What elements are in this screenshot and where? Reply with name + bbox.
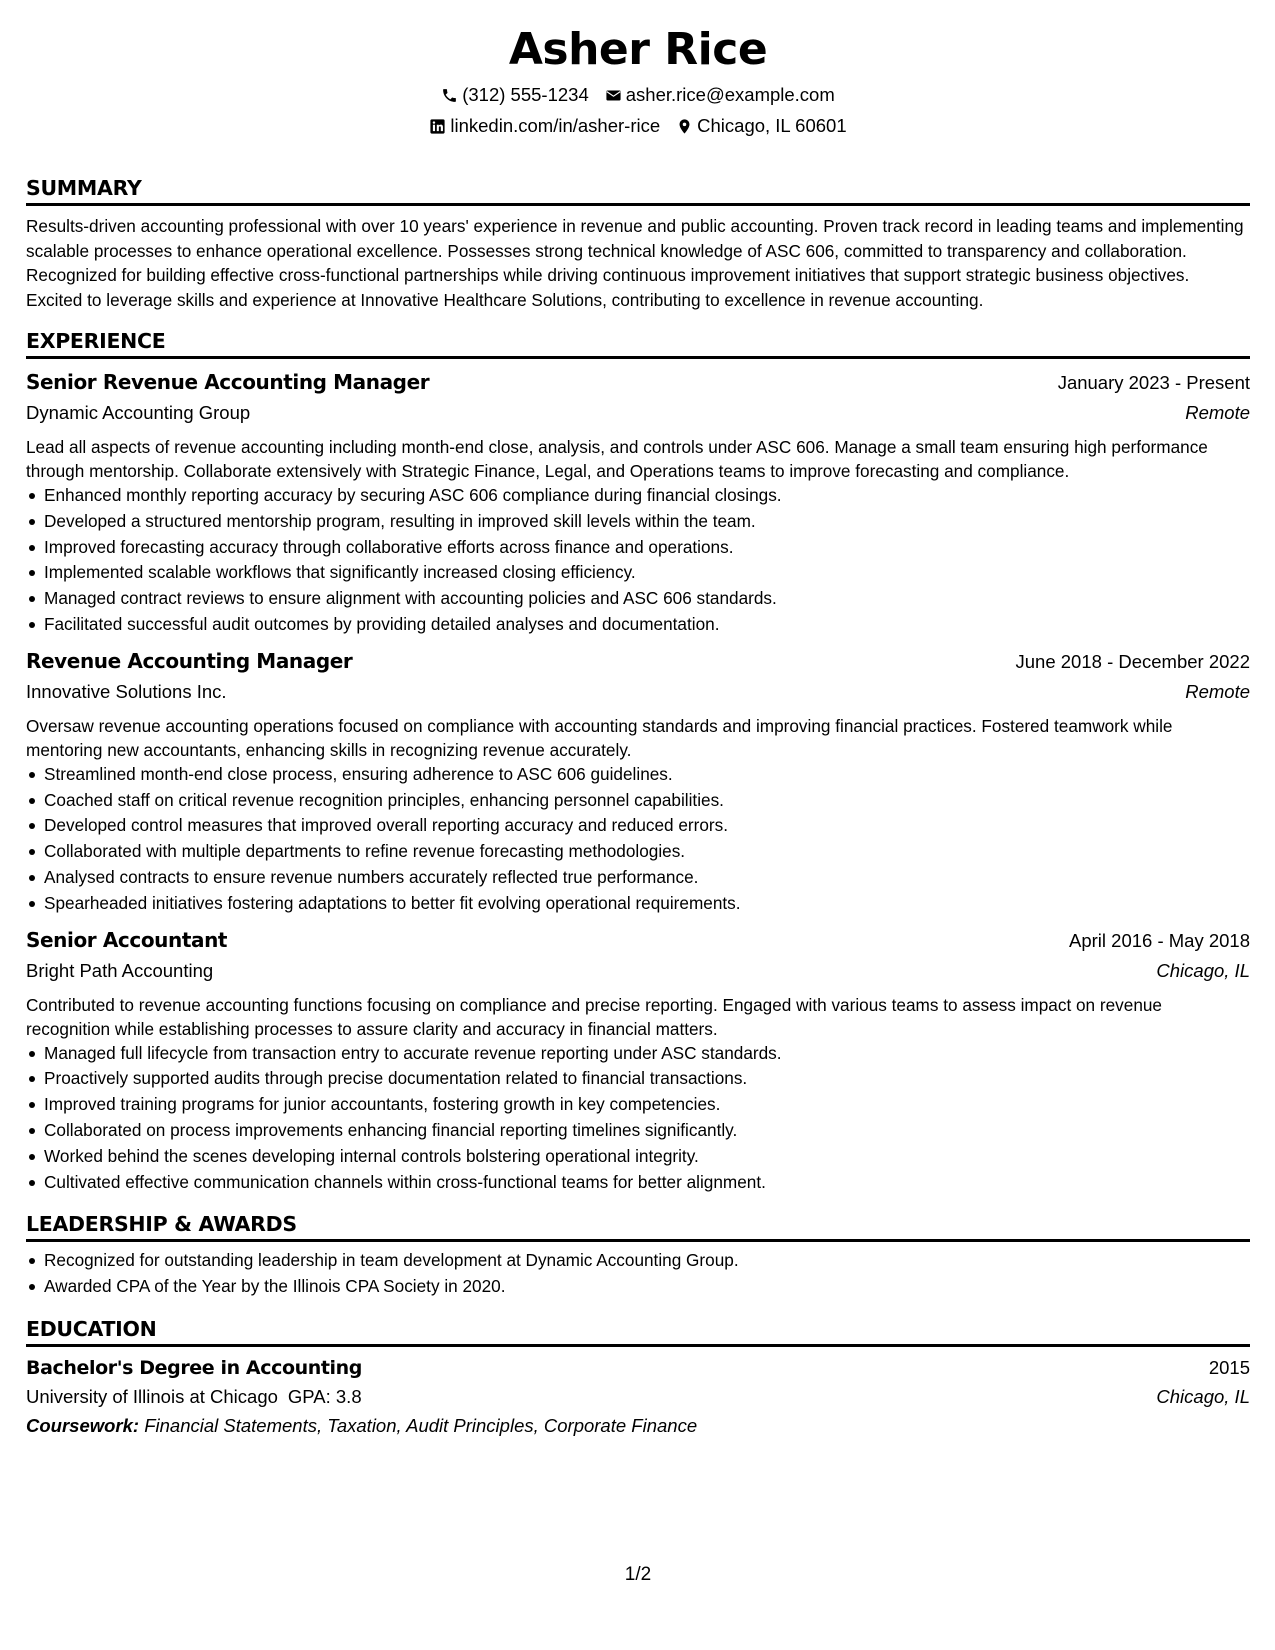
job-title: Senior Revenue Accounting Manager [26, 370, 430, 394]
list-item: Spearheaded initiatives fostering adaptations to better fit evolving operational requirements. [26, 891, 1250, 917]
list-item: Recognized for outstanding leadership in team development at Dynamic Accounting Group. [26, 1248, 1250, 1274]
phone-text: (312) 555-1234 [462, 84, 589, 105]
list-item: Improved training programs for junior accountants, fostering growth in key competencies. [26, 1092, 1250, 1118]
job-entry [26, 925, 1250, 1196]
job-description: Lead all aspects of revenue accounting including month-end close, analysis, and controls under ASC 606. Manage a small team ensuring high performance through mentorship. Collaborate extensively with Strategic Finance, Legal, and Operations teams to improve forecasting and compliance. [26, 437, 1208, 481]
list-item: Streamlined month-end close process, ensuring adherence to ASC 606 guidelines. [26, 762, 1250, 788]
list-item: Coached staff on critical revenue recognition principles, enhancing personnel capabilities. [26, 788, 1250, 814]
contact-linkedin[interactable] [429, 113, 660, 139]
job-description: Oversaw revenue accounting operations focused on compliance with accounting standards and improving financial practices. Fostered teamwork while mentoring new accountants, enhancing skills in recognizing revenue accurately. [26, 715, 1173, 760]
resume-page [26, 0, 1250, 1650]
page-number: 1/2 [624, 1564, 652, 1585]
contact-phone [441, 82, 589, 108]
school-info [26, 1383, 362, 1411]
job-title: Revenue Accounting Manager [26, 648, 353, 673]
job-dates: June 2018 - December 2022 [1015, 650, 1250, 672]
job-title: Senior Accountant [26, 927, 228, 952]
location-text: Chicago, IL 60601 [697, 115, 847, 136]
summary-section [26, 173, 1250, 312]
list-item: Cultivated effective communication channels within cross-functional teams for better alignment. [26, 1170, 1250, 1196]
job-dates: January 2023 - Present [1057, 372, 1250, 393]
job-dates: April 2016 - May 2018 [1069, 929, 1250, 951]
degree-name: Bachelor's Degree in Accounting [26, 1356, 362, 1379]
list-item: Awarded CPA of the Year by the Illinois CPA Society in 2020. [26, 1274, 1250, 1300]
list-item: Enhanced monthly reporting accuracy by securing ASC 606 compliance during financial closings. [26, 483, 1250, 509]
section-heading: EDUCATION [26, 1314, 1250, 1347]
job-entry [26, 646, 1250, 917]
map-pin-icon [676, 118, 693, 135]
contact-row-1 [26, 82, 1250, 108]
graduation-year: 2015 [1208, 1356, 1250, 1378]
contact-row-2 [26, 113, 1250, 139]
linkedin-icon [429, 118, 446, 135]
list-item: Proactively supported audits through precise documentation related to financial transactions. [26, 1066, 1250, 1092]
contact-location [676, 113, 846, 139]
job-location: Remote [1185, 680, 1250, 702]
coursework [26, 1411, 1250, 1441]
list-item: Analysed contracts to ensure revenue numbers accurately reflected true performance. [26, 865, 1250, 891]
list-item: Improved forecasting accuracy through collaborative efforts across finance and operations. [26, 535, 1250, 561]
resume-header [26, 24, 1250, 139]
section-heading: SUMMARY [26, 173, 1250, 206]
summary-text: Results-driven accounting professional with over 10 years' experience in revenue and public accounting. Proven track record in leading teams and implementing scalable processes to enhance operational excellence. Possesses strong technical knowledge of ASC 606, committed to transparency and collaboration. Recognized for building effective cross-functional partnerships while driving continuous improvement initiatives that support strategic business objectives. Excited to leverage skills and experience at Innovative Healthcare Solutions, contributing to excellence in revenue accounting. [26, 216, 1244, 310]
job-entry [26, 367, 1250, 638]
experience-section [26, 326, 1250, 1195]
job-bullets [26, 762, 1250, 917]
phone-icon [441, 87, 458, 104]
section-heading: EXPERIENCE [26, 326, 1250, 359]
list-item: Facilitated successful audit outcomes by providing detailed analyses and documentation. [26, 612, 1250, 638]
list-item: Developed control measures that improved overall reporting accuracy and reduced errors. [26, 813, 1250, 839]
school-name: University of Illinois at Chicago [26, 1385, 278, 1407]
list-item: Managed full lifecycle from transaction entry to accurate revenue reporting under ASC standards. [26, 1041, 1250, 1067]
leadership-bullets [26, 1248, 1250, 1300]
list-item: Implemented scalable workflows that significantly increased closing efficiency. [26, 560, 1250, 586]
company-name: Innovative Solutions Inc. [26, 680, 227, 702]
job-description: Contributed to revenue accounting functions focusing on compliance and precise reporting. Engaged with various teams to assess impact on revenue recognition while establishing processes to assure clarity and accuracy in financial matters. [26, 994, 1162, 1039]
email-text[interactable]: asher.rice@example.com [625, 84, 835, 105]
list-item: Managed contract reviews to ensure alignment with accounting policies and ASC 606 standards. [26, 586, 1250, 612]
candidate-name: Asher Rice [508, 24, 768, 75]
gpa: GPA: 3.8 [287, 1385, 362, 1407]
job-bullets [26, 483, 1250, 638]
company-name: Bright Path Accounting [26, 959, 214, 981]
list-item: Collaborated with multiple departments to refine revenue forecasting methodologies. [26, 839, 1250, 865]
coursework-label: Coursework: [26, 1414, 140, 1436]
contact-email[interactable] [605, 82, 835, 108]
envelope-icon [605, 87, 622, 104]
linkedin-text[interactable]: linkedin.com/in/asher-rice [450, 115, 661, 136]
list-item: Collaborated on process improvements enhancing financial reporting timelines significantly. [26, 1118, 1250, 1144]
education-entry [26, 1353, 1250, 1441]
job-location: Remote [1185, 402, 1250, 423]
job-location: Chicago, IL [1156, 959, 1250, 981]
school-location: Chicago, IL [1156, 1385, 1250, 1407]
list-item: Worked behind the scenes developing internal controls bolstering operational integrity. [26, 1144, 1250, 1170]
section-heading: LEADERSHIP & AWARDS [26, 1209, 1250, 1242]
job-bullets [26, 1041, 1250, 1196]
leadership-section [26, 1209, 1250, 1300]
company-name: Dynamic Accounting Group [26, 402, 251, 423]
list-item: Developed a structured mentorship program, resulting in improved skill levels within the team. [26, 509, 1250, 535]
coursework-list: Financial Statements, Taxation, Audit Principles, Corporate Finance [144, 1414, 698, 1436]
education-section [26, 1314, 1250, 1441]
